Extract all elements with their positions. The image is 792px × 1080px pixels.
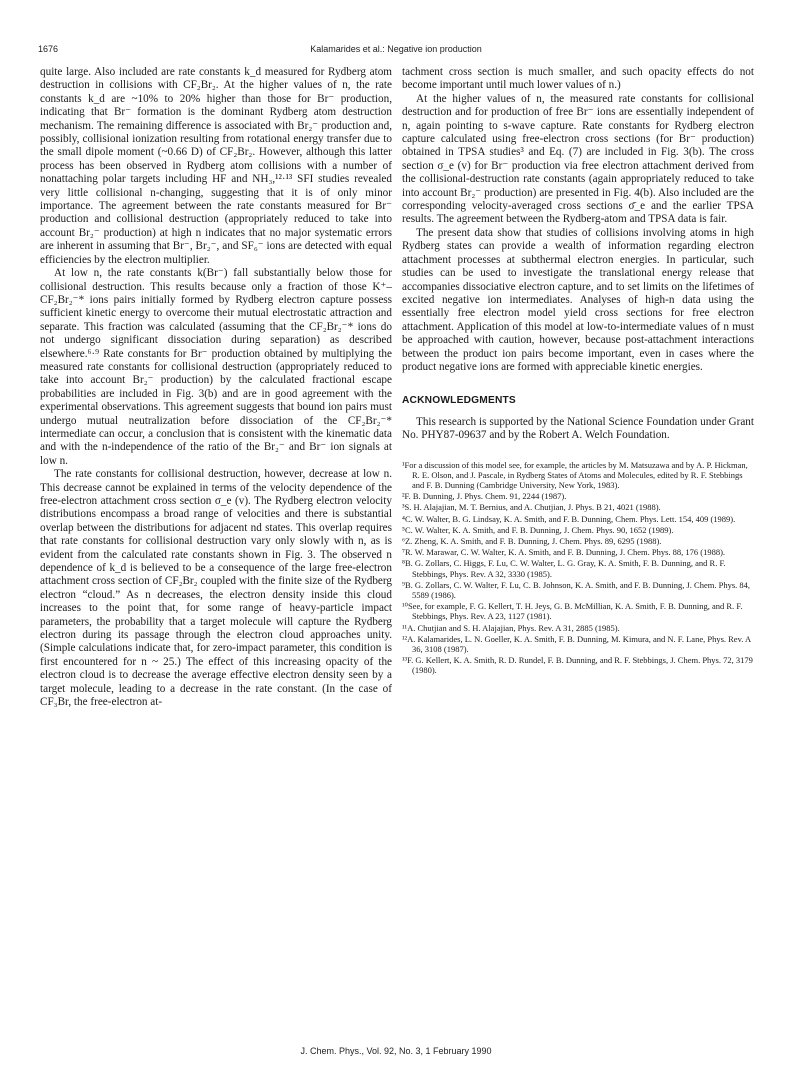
reference-item: ¹²A. Kalamarides, L. N. Goeller, K. A. Smith, F. B. Dunning, M. Kimura, and N. F. Lane, Phys. Rev. A 36, 3108 (1987). [402, 633, 751, 655]
body-paragraph: At low n, the rate constants k(Br⁻) fall substantially below those for collisional destruction. This results because only a fraction of those K⁺–CF₂Br₂⁻* ions pairs initially formed by Rydberg electron capture possess sufficient kinetic energy to overcome their mutual electrostatic attraction and separate. This fraction was calculated (assuming that the CF₂Br₂⁻* ions do not undergo significant dissociation during separation) as described elsewhere.⁶·⁹ Rate constants for Br⁻ production obtained by multiplying the measured rate constants for collisional destruction (appropriately reduced to take into account Br₂⁻ production) by the calculated fractional escape probabilities are included in Fig. 3(b) and are in good agreement with the experimental observations. This agreement suggests that bound ion pairs must undergo mutual neutralization before dissociation of the CF₂Br₂⁻* intermediate can occur, a conclusion that is consistent with the kinematic data and with the n-independence of the ratio of the Br₂⁻ and Br⁻ ion signals at low n. [40, 267, 392, 467]
body-paragraph: quite large. Also included are rate constants k_d measured for Rydberg atom destruction in collisions with CF₂Br₂. At the higher values of n, the rate constants k_d are ~10% to 20% higher than those for Br⁻ production, indicating that Br⁻ formation is the dominant Rydberg atom destruction mechanism. The remaining difference is associated with Br₂⁻ production and, possibly, collisional ionization resulting from rotational energy transfer due to the small dipole moment (~0.66 D) of CF₂Br₂. However, although this latter process has been observed in Rydberg atom collisions with a number of nonattaching polar targets including HF and NH₃,¹²·¹³ SFI studies revealed very little collisional n-changing, suggesting that it is of only minor importance. The agreement between the rate constants measured for Br⁻ production and collisional destruction (appropriately reduced to take into account Br₂⁻ production) at high n indicates that no major systematic errors are inherent in assuming that Br⁻, Br₂⁻, and SF₆⁻ ions are detected with equal efficiencies by the electron multiplier. [40, 66, 392, 266]
body-paragraph: The rate constants for collisional destruction, however, decrease at low n. This decrease cannot be explained in terms of the velocity dependence of the free-electron attachment cross section σ_e (v). The Rydberg electron velocity distributions encompass a broad range of velocities and there is substantial overlap between the distributions for adjacent nd states. This overlap requires that rate constants for collisional destruction vary only slowly with n, as is evident from the calculated rate constants shown in Fig. 3. The observed n dependence of k_d is believed to be a consequence of the large free-electron attachment cross section of CF₂Br₂ coupled with the finite size of the Rydberg electron “cloud.” As n decreases, the electron density inside this cloud increases to the point that, for some range of heavy-particle impact parameters, the probability that a target molecule will capture the Rydberg electron during its passage through the electron cloud approaches unity. (Simple calculations indicate that, for zero-impact parameter, this condition is first encountered for n ~ 25.) The effect of this increasing opacity of the electron cloud is to decrease the average effective electron density seen by a target molecule, leading to a decrease in the rate constant. (In the case of CF₃Br, the free-electron at- [40, 468, 392, 709]
reference-item: ¹¹A. Chutjian and S. H. Alajajian, Phys. Rev. A 31, 2885 (1985). [402, 622, 620, 633]
reference-item: ⁹B. G. Zollars, C. W. Walter, F. Lu, C. B. Johnson, K. A. Smith, and F. B. Dunning, J. Chem. Phys. 84, 5589 (1986). [402, 579, 751, 600]
reference-item: ⁵C. W. Walter, K. A. Smith, and F. B. Dunning, J. Chem. Phys. 90, 1652 (1989). [402, 524, 674, 535]
reference-item: ³S. H. Alajajian, M. T. Bernius, and A. Chutjian, J. Phys. B 21, 4021 (1988). [402, 502, 661, 513]
acknowledgments-text: This research is supported by the National Science Foundation under Grant No. PHY87-09637 and by the Robert A. Welch Foundation. [402, 415, 754, 442]
reference-item: ²F. B. Dunning, J. Phys. Chem. 91, 2244 (1987). [402, 491, 567, 502]
left-column [40, 66, 392, 710]
reference-list [402, 460, 754, 676]
reference-item: ¹⁰See, for example, F. G. Kellert, T. H. Jeys, G. B. McMillian, K. A. Smith, F. B. Dunning, and R. F. Stebbings, Phys. Rev. A 23, 1127 (1981). [402, 601, 743, 622]
body-paragraph: tachment cross section is much smaller, and such opacity effects do not become important until much lower values of n.) [402, 66, 754, 92]
right-column [402, 66, 754, 677]
body-paragraph: The present data show that studies of collisions involving atoms in high Rydberg states can provide a wealth of information regarding electron attachment processes at subthermal electron energies. In particular, such studies can be used to investigate the translational energy release that accompanies dissociative electron capture, and to set limits on the lifetimes of excited negative ion intermediates. Analyses of high-n data using the essentially free electron model yield cross sections for free electron attachment. Application of this model at low-to-intermediate values of n must be approached with caution, however, because post-attachment interactions between the product ion pairs become important, even in cases where the product negative ions are formed with appreciable kinetic energies. [402, 226, 754, 373]
reference-item: ⁴C. W. Walter, B. G. Lindsay, K. A. Smith, and F. B. Dunning, Chem. Phys. Lett. 154, 409 (1989). [402, 513, 736, 524]
reference-item: ⁶Z. Zheng, K. A. Smith, and F. B. Dunning, J. Chem. Phys. 89, 6295 (1988). [402, 535, 662, 546]
reference-item: ⁷R. W. Marawar, C. W. Walter, K. A. Smith, and F. B. Dunning, J. Chem. Phys. 88, 176 (1988). [402, 547, 726, 558]
running-head: Kalamarides et al.: Negative ion production [310, 44, 482, 54]
page-footer: J. Chem. Phys., Vol. 92, No. 3, 1 February 1990 [300, 1046, 492, 1056]
reference-item: ⁸B. G. Zollars, C. Higgs, F. Lu, C. W. Walter, L. G. Gray, K. A. Smith, F. B. Dunning, and R. F. Stebbings, Phys. Rev. A 32, 3330 (1985). [402, 558, 726, 579]
page-header [38, 44, 754, 58]
page-number: 1676 [38, 44, 59, 54]
reference-item: ¹For a discussion of this model see, for example, the articles by M. Matsuzawa and by A. P. Hickman, R. E. Olson, and J. Pascale, in Rydberg States of Atoms and Molecules, edited by R. F. Stebbings and F. B. Dunning (Cambridge University, New York, 1983). [402, 459, 748, 490]
body-paragraph: At the higher values of n, the measured rate constants for collisional destruction and for production of free Br⁻ ions are essentially independent of n, again pointing to s-wave capture. Rate constants for Rydberg electron capture calculated using free-electron cross sections (for Br⁻ production) obtained in TPSA studies³ and Eq. (7) are included in Fig. 3(b). The cross section σ_e (v) for Br⁻ production via free electron attachment derived from the collisional-destruction rate constants (again appropriately reduced to take into account Br₂⁻ production) are presented in Fig. 4(b). Also included are the corresponding velocity-averaged cross sections σ̄_e and the earlier TPSA results. The agreement between the Rydberg-atom and TPSA data is fair. [402, 92, 754, 226]
reference-item: ¹³F. G. Kellert, K. A. Smith, R. D. Rundel, F. B. Dunning, and R. F. Stebbings, J. Chem. Phys. 72, 3179 (1980). [402, 655, 753, 676]
acknowledgments-heading: ACKNOWLEDGMENTS [402, 395, 516, 407]
